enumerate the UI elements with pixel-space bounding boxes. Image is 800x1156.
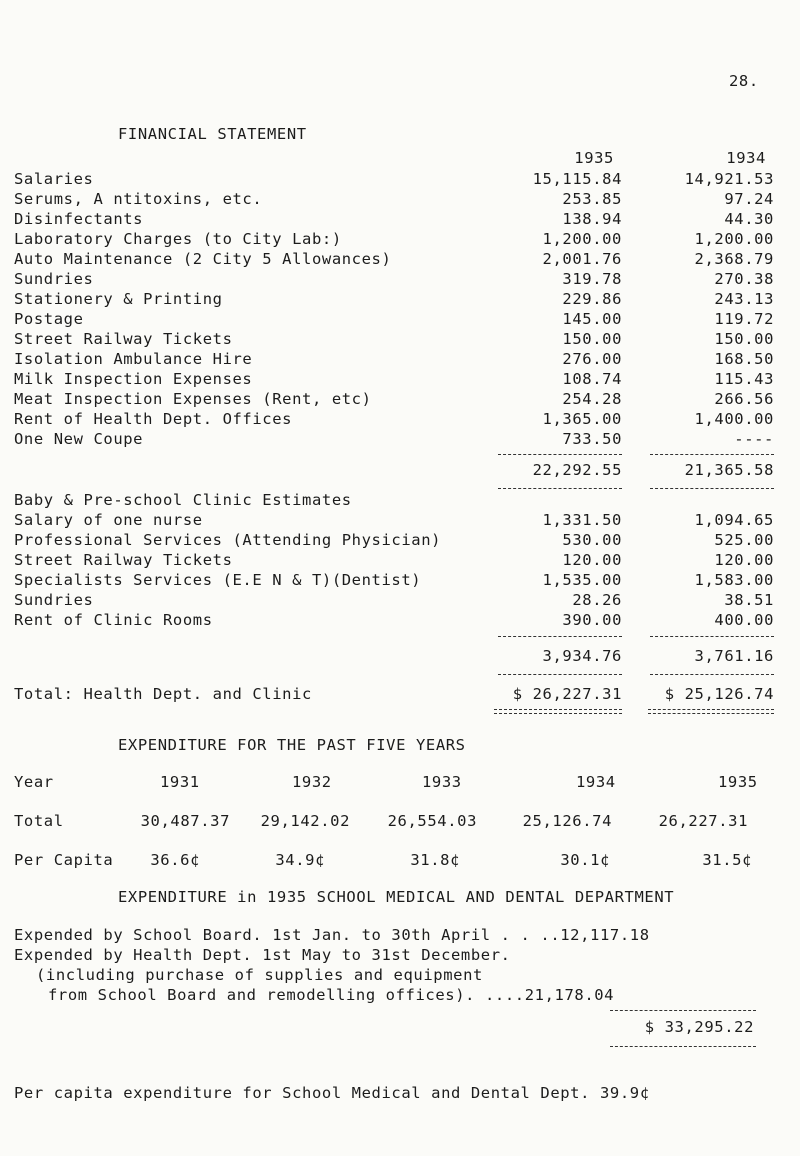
value-1935: 1,535.00 — [542, 571, 622, 589]
value-1934: 400.00 — [714, 611, 774, 629]
item-label: Rent of Health Dept. Offices — [14, 410, 293, 428]
item-label: Isolation Ambulance Hire — [14, 350, 253, 368]
value-1935: 319.78 — [562, 270, 622, 288]
clinic-total-1934: 3,761.16 — [694, 647, 774, 665]
total-rule — [498, 488, 622, 489]
value-1934: 525.00 — [714, 531, 774, 549]
item-label: Professional Services (Attending Physician) — [14, 531, 442, 549]
item-label: Meat Inspection Expenses (Rent, etc) — [14, 390, 372, 408]
value-1934: 243.13 — [714, 290, 774, 308]
value-1935: 138.94 — [562, 210, 622, 228]
item-label: One New Coupe — [14, 430, 144, 448]
grand-total-1935: $ 26,227.31 — [512, 685, 622, 703]
clinic-heading: Baby & Pre-school Clinic Estimates — [14, 491, 352, 509]
value-1935: 28.26 — [572, 591, 622, 609]
value-1934: 97.24 — [724, 190, 774, 208]
school-line-2: Expended by Health Dept. 1st May to 31st December. — [14, 946, 511, 964]
per-capita-1935: 31.5¢ — [702, 851, 752, 869]
school-subtotal-rule — [610, 1010, 756, 1011]
value-1934: 1,400.00 — [694, 410, 774, 428]
financial-total-1934: 21,365.58 — [684, 461, 774, 479]
school-line-4: from School Board and remodelling offices). ....21,178.04 — [48, 986, 615, 1004]
value-1935: 254.28 — [562, 390, 622, 408]
value-1934: 150.00 — [714, 330, 774, 348]
total-1934: 25,126.74 — [522, 812, 612, 830]
year-1935: 1935 — [718, 773, 758, 791]
year-1932: 1932 — [292, 773, 332, 791]
school-total-rule — [610, 1046, 756, 1047]
value-1935: 253.85 — [562, 190, 622, 208]
value-1934: 119.72 — [714, 310, 774, 328]
value-1934: 120.00 — [714, 551, 774, 569]
total-rule — [498, 674, 622, 675]
value-1934: 168.50 — [714, 350, 774, 368]
value-1934: 14,921.53 — [684, 170, 774, 188]
per-capita-1932: 34.9¢ — [275, 851, 325, 869]
item-label: Serums, A ntitoxins, etc. — [14, 190, 263, 208]
value-1935: 2,001.76 — [542, 250, 622, 268]
page-number: 28. — [729, 72, 759, 90]
value-1935: 108.74 — [562, 370, 622, 388]
item-label: Stationery & Printing — [14, 290, 223, 308]
value-1935: 229.86 — [562, 290, 622, 308]
total-rule — [650, 488, 774, 489]
value-1935: 530.00 — [562, 531, 622, 549]
per-capita-row-label: Per Capita — [14, 851, 114, 869]
subtotal-rule — [650, 636, 774, 637]
column-header-1934: 1934 — [726, 149, 766, 167]
value-1934: 38.51 — [724, 591, 774, 609]
value-1935: 276.00 — [562, 350, 622, 368]
grand-total-label: Total: Health Dept. and Clinic — [14, 685, 312, 703]
column-header-1935: 1935 — [574, 149, 614, 167]
value-1935: 1,365.00 — [542, 410, 622, 428]
total-1933: 26,554.03 — [387, 812, 477, 830]
double-rule — [494, 709, 622, 714]
school-heading: EXPENDITURE in 1935 SCHOOL MEDICAL AND DENTAL DEPARTMENT — [118, 888, 675, 906]
item-label: Postage — [14, 310, 84, 328]
item-label: Street Railway Tickets — [14, 551, 233, 569]
per-capita-1933: 31.8¢ — [410, 851, 460, 869]
school-per-capita: Per capita expenditure for School Medical and Dental Dept. 39.9¢ — [14, 1084, 650, 1102]
total-1931: 30,487.37 — [140, 812, 230, 830]
value-1935: 145.00 — [562, 310, 622, 328]
total-row-label: Total — [14, 812, 64, 830]
value-1935: 733.50 — [562, 430, 622, 448]
value-1934: 270.38 — [714, 270, 774, 288]
value-1934: 266.56 — [714, 390, 774, 408]
clinic-total-1935: 3,934.76 — [542, 647, 622, 665]
total-1932: 29,142.02 — [260, 812, 350, 830]
financial-total-1935: 22,292.55 — [532, 461, 622, 479]
value-1934: 1,094.65 — [694, 511, 774, 529]
subtotal-rule — [498, 636, 622, 637]
item-label: Sundries — [14, 591, 94, 609]
item-label: Specialists Services (E.E N & T)(Dentist) — [14, 571, 422, 589]
item-label: Laboratory Charges (to City Lab:) — [14, 230, 342, 248]
item-label: Rent of Clinic Rooms — [14, 611, 213, 629]
financial-statement-heading: FINANCIAL STATEMENT — [118, 125, 307, 143]
item-label: Auto Maintenance (2 City 5 Allowances) — [14, 250, 392, 268]
school-line-1: Expended by School Board. 1st Jan. to 30th April . . ..12,117.18 — [14, 926, 650, 944]
value-1934: 1,583.00 — [694, 571, 774, 589]
item-label: Disinfectants — [14, 210, 144, 228]
item-label: Salaries — [14, 170, 94, 188]
year-row-label: Year — [14, 773, 54, 791]
value-1934: 115.43 — [714, 370, 774, 388]
year-1931: 1931 — [160, 773, 200, 791]
per-capita-1931: 36.6¢ — [150, 851, 200, 869]
value-1935: 120.00 — [562, 551, 622, 569]
year-1933: 1933 — [422, 773, 462, 791]
value-1935: 1,331.50 — [542, 511, 622, 529]
item-label: Sundries — [14, 270, 94, 288]
item-label: Milk Inspection Expenses — [14, 370, 253, 388]
value-1935: 150.00 — [562, 330, 622, 348]
grand-total-1934: $ 25,126.74 — [664, 685, 774, 703]
total-rule — [650, 674, 774, 675]
five-years-heading: EXPENDITURE FOR THE PAST FIVE YEARS — [118, 736, 466, 754]
value-1934: 1,200.00 — [694, 230, 774, 248]
double-rule — [648, 709, 774, 714]
value-1934: 44.30 — [724, 210, 774, 228]
item-label: Salary of one nurse — [14, 511, 203, 529]
value-1934: 2,368.79 — [694, 250, 774, 268]
subtotal-rule — [650, 454, 774, 455]
total-1935: 26,227.31 — [658, 812, 748, 830]
value-1935: 15,115.84 — [532, 170, 622, 188]
value-1934: ---- — [734, 430, 774, 448]
value-1935: 1,200.00 — [542, 230, 622, 248]
subtotal-rule — [498, 454, 622, 455]
per-capita-1934: 30.1¢ — [560, 851, 610, 869]
value-1935: 390.00 — [562, 611, 622, 629]
school-total: $ 33,295.22 — [644, 1018, 754, 1036]
school-line-3: (including purchase of supplies and equipment — [36, 966, 483, 984]
year-1934: 1934 — [576, 773, 616, 791]
item-label: Street Railway Tickets — [14, 330, 233, 348]
